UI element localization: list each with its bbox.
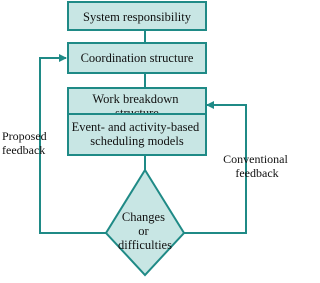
node-line: Event- and activity-based [71,120,200,134]
node-scheduling-models [68,114,206,155]
node-coordination-structure [68,43,206,73]
node-text [81,51,194,65]
label-line: feedback [235,166,279,180]
node-system-responsibility [68,2,206,30]
node-changes-or-difficulties [106,170,184,275]
label-line: Proposed [2,129,47,143]
node-line: System responsibility [83,10,191,24]
node-line: Work breakdown [92,92,179,106]
node-line: Changes [121,210,165,224]
conventional-feedback-label [223,152,291,180]
node-line: difficulties [118,238,172,252]
node-text [83,10,192,24]
node-line: Coordination structure [80,51,194,65]
proposed-feedback-label [2,129,50,157]
label-line: feedback [2,143,46,157]
node-line: or [138,224,149,238]
node-text [72,120,203,148]
node-line: scheduling models [90,134,184,148]
label-line: Conventional [223,152,288,166]
